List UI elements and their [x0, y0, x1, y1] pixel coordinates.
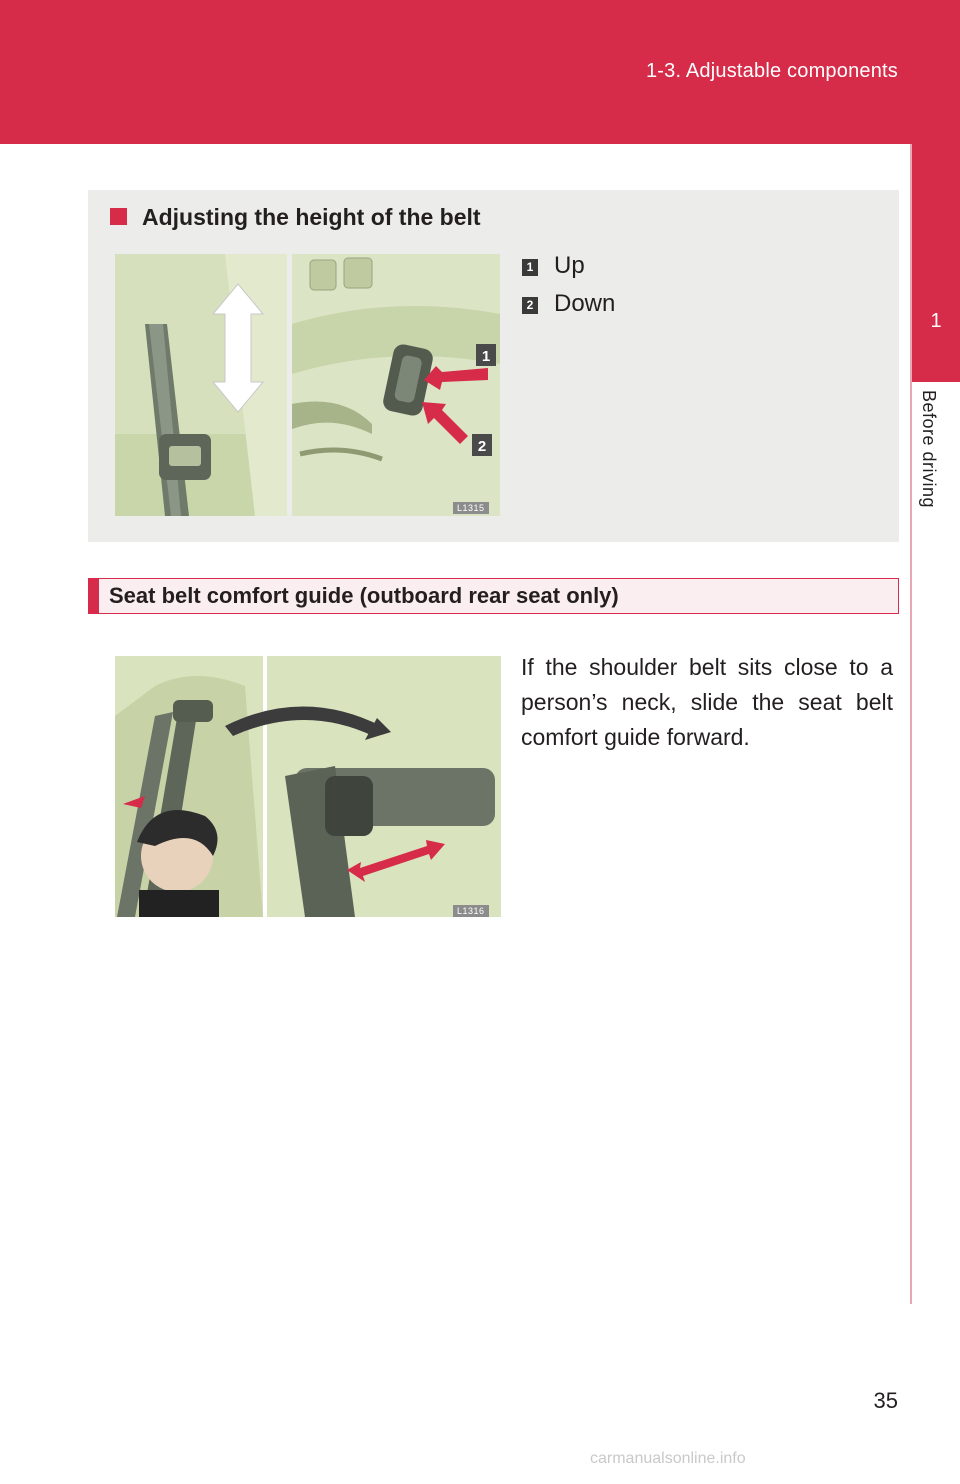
- figure-code-l1315: L1315: [453, 502, 489, 514]
- belt-adjuster-illustration: [292, 254, 500, 516]
- number-badge-1: 1: [522, 259, 538, 276]
- comfort-guide-heading: [88, 578, 899, 614]
- square-bullet-icon: [110, 208, 127, 225]
- side-rule: [910, 144, 912, 1304]
- svg-text:2: 2: [477, 438, 487, 455]
- figure-code-l1316: L1316: [453, 905, 489, 917]
- item-label-down: Down: [554, 290, 616, 317]
- number-badge-2: 2: [522, 297, 538, 314]
- section-title: 1-3. Adjustable components: [645, 60, 898, 82]
- comfort-guide-illustration: [115, 656, 501, 917]
- belt-height-title: [110, 204, 481, 231]
- chapter-tab: [912, 144, 960, 382]
- chapter-label: [918, 390, 950, 540]
- watermark: carmanualsonline.info: [590, 1450, 746, 1467]
- chapter-number: 1: [930, 310, 942, 332]
- comfort-guide-heading-text: Seat belt comfort guide (outboard rear seat only): [109, 583, 619, 608]
- belt-height-title-text: Adjusting the height of the belt: [142, 204, 481, 230]
- belt-anchor-illustration: [115, 254, 287, 516]
- heading-accent-bar: [89, 579, 99, 613]
- chapter-label-text: Before driving: [919, 390, 939, 509]
- page-number: 35: [873, 1388, 898, 1413]
- comfort-guide-paragraph: If the shoulder belt sits close to a person’s neck, slide the seat belt comfort guide forward.: [521, 654, 893, 750]
- item-label-up: Up: [554, 252, 585, 279]
- svg-text:1: 1: [481, 348, 491, 365]
